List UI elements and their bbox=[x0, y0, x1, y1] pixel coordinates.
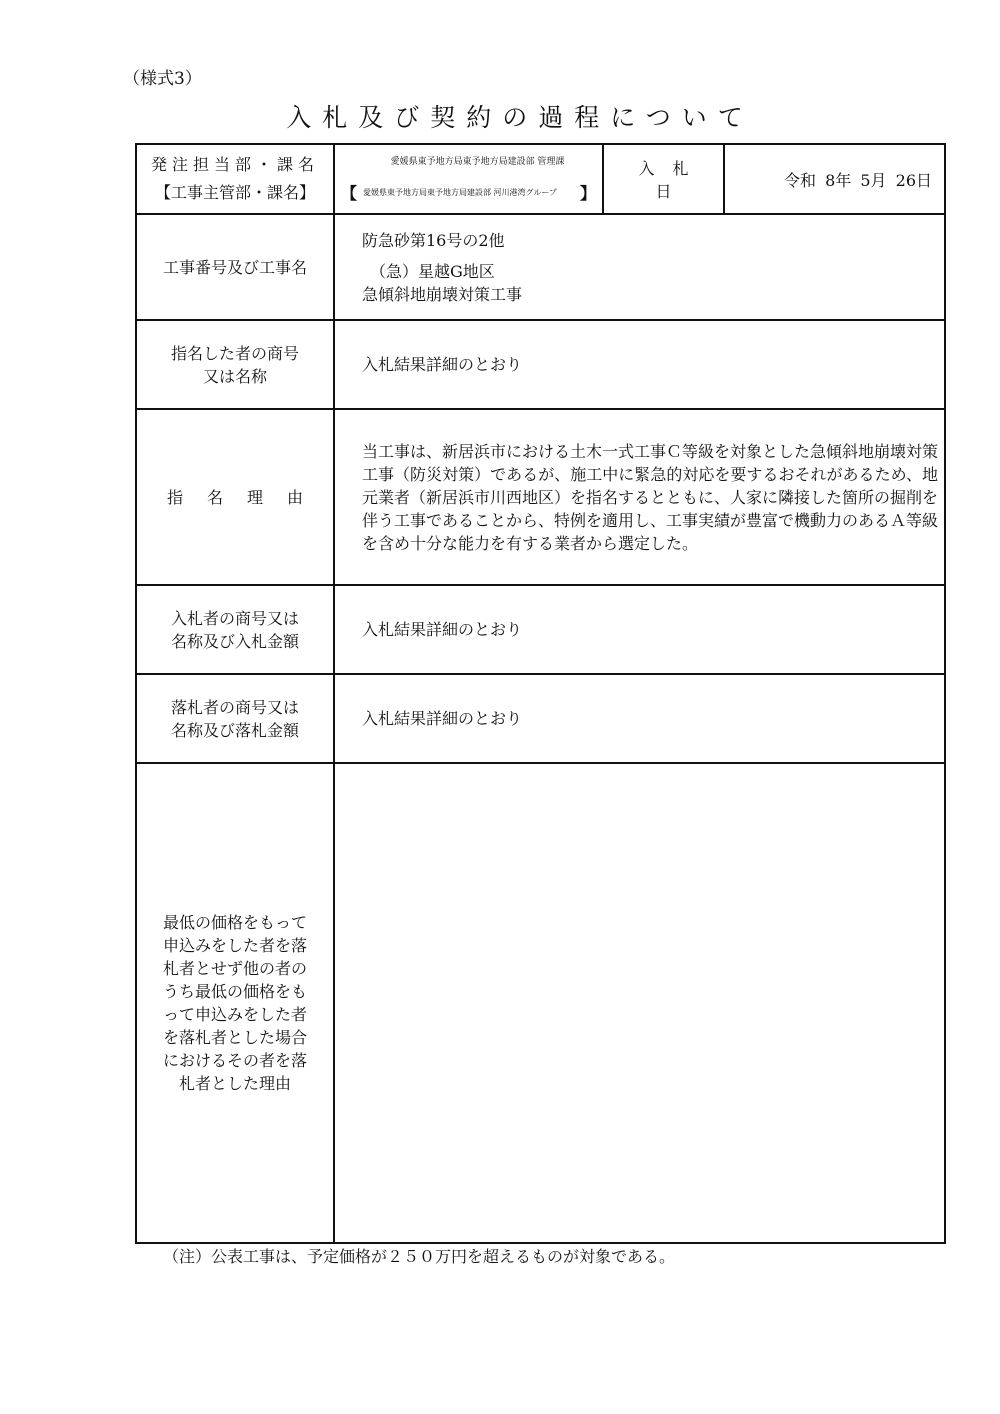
dept-value-cell bbox=[334, 144, 603, 214]
reason-label: 指名理由 bbox=[136, 409, 334, 585]
reason-row bbox=[136, 409, 945, 585]
dept-row bbox=[136, 144, 945, 214]
bid-date-value: 令和 8年 5月 26日 bbox=[724, 144, 945, 214]
bidder-value: 入札結果詳細のとおり bbox=[334, 585, 945, 674]
contract-process-table bbox=[135, 143, 946, 1244]
reason-value: 当工事は、新居浜市における土木一式工事Ｃ等級を対象とした急傾斜地崩壊対策工事（防災対策）であるが、施工中に緊急的対応を要するおそれがあるため、地元業者（新居浜市川西地区）を指名するとともに、人家に隣接した箇所の掘削を伴う工事であることから、特例を適用し、工事実績が豊富で機動力のあるＡ等級を含め十分な能力を有する業者から選定した。 bbox=[334, 409, 945, 585]
work-label: 工事番号及び工事名 bbox=[136, 214, 334, 320]
bid-date-label: 入札日 bbox=[603, 144, 724, 214]
bidder-row bbox=[136, 585, 945, 674]
work-value-cell bbox=[334, 214, 945, 320]
nominee-label-cell bbox=[136, 320, 334, 409]
winner-label-line1: 落札者の商号又は bbox=[170, 697, 299, 717]
dept-sub-close-bracket: 】 bbox=[579, 184, 596, 203]
dept-label-cell bbox=[136, 144, 334, 214]
dept-value: 愛媛県東予地方局東予地方局建設部 管理課 bbox=[390, 157, 565, 167]
winner-row bbox=[136, 674, 945, 763]
bidder-label-cell bbox=[136, 585, 334, 674]
work-row bbox=[136, 214, 945, 320]
work-name-line1: （急）星越G地区 bbox=[370, 261, 495, 281]
dept-label-line2: 【工事主管部・課名】 bbox=[154, 183, 315, 202]
form-number: （様式3） bbox=[123, 69, 202, 89]
nominee-label-line1: 指名した者の商号 bbox=[170, 343, 299, 363]
dept-sub-open-bracket: 【 bbox=[341, 184, 358, 203]
work-name-line2: 急傾斜地崩壊対策工事 bbox=[362, 284, 523, 304]
nominee-label-line2: 又は名称 bbox=[202, 366, 267, 386]
winner-label-line2: 名称及び落札金額 bbox=[170, 720, 299, 740]
nominee-row bbox=[136, 320, 945, 409]
lowest-price-label: 最低の価格をもって申込みをした者を落札者とせず他の者のうち最低の価格をもって申込みをした者を落札者とした場合におけるその者を落札者とした理由 bbox=[136, 763, 334, 1243]
work-number: 防急砂第16号の2他 bbox=[362, 230, 505, 250]
page-title: 入札及び契約の過程について bbox=[286, 103, 754, 132]
winner-value: 入札結果詳細のとおり bbox=[334, 674, 945, 763]
lowest-price-row bbox=[136, 763, 945, 1243]
bidder-label-line1: 入札者の商号又は bbox=[170, 608, 299, 628]
nominee-value: 入札結果詳細のとおり bbox=[334, 320, 945, 409]
dept-sub-value: 愛媛県東予地方局東予地方局建設部 河川港湾グループ bbox=[363, 188, 557, 197]
dept-label-line1: 発注担当部・課名 bbox=[150, 155, 319, 174]
bidder-label-line2: 名称及び入札金額 bbox=[170, 631, 299, 651]
winner-label-cell bbox=[136, 674, 334, 763]
lowest-price-value bbox=[334, 763, 945, 1243]
footnote: （注）公表工事は、予定価格が２５０万円を超えるものが対象である。 bbox=[163, 1247, 676, 1266]
